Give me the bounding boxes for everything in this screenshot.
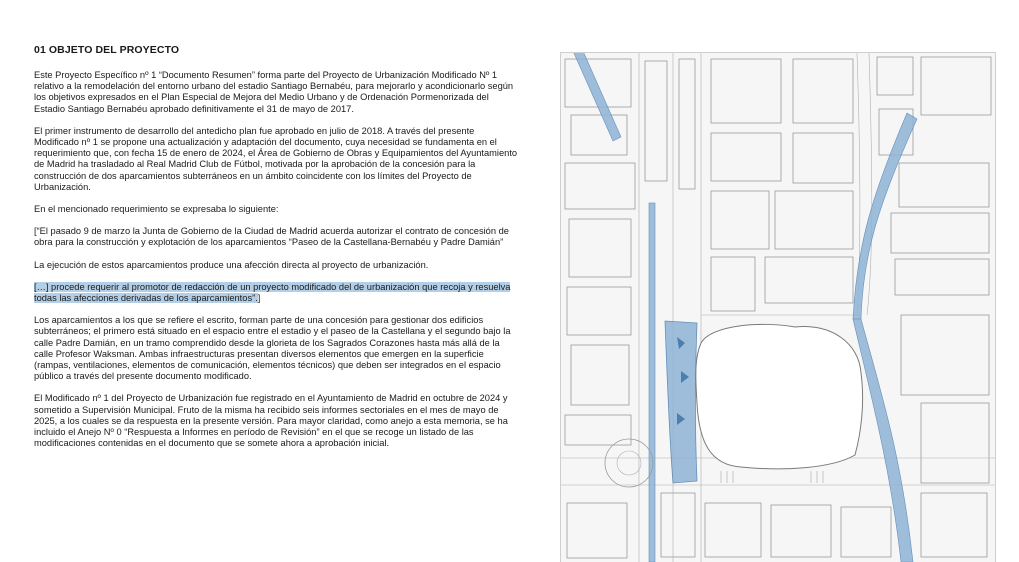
paragraph-quote-request — [34, 282, 520, 304]
stadium-footprint — [696, 324, 863, 468]
parking-corridors — [573, 53, 917, 562]
paragraph-requirement-lead: En el mencionado requerimiento se expresaba lo siguiente: — [34, 204, 279, 215]
quote-closing-bracket: ] — [257, 293, 261, 304]
text-column — [34, 44, 520, 460]
paragraph-quote-junta: [“El pasado 9 de marzo la Junta de Gobierno de la Ciudad de Madrid acuerda autorizar el contrato de concesión de obra para la construcción y explotación de los aparcamientos “Paseo de la Castellana-Bernabéu y Padre Damián” — [34, 226, 509, 248]
paragraph-quote-effect: La ejecución de estos aparcamientos produce una afección directa al proyecto de urbanización. — [34, 259, 429, 270]
paragraph-parking-description: Los aparcamientos a los que se refiere el escrito, forman parte de una concesión para gestionar dos edificios subterráneos; el primero está situado en el espacio entre el estadio y el paseo de la Castellana y el segundo bajo la calle Padre Damián, en un tramo comprendido desde la glorieta de los Sagrados Corazones hasta más allá de la calle Profesor Waksman. Ambas infraestructuras presentan diversos elementos que emergen en la superficie (rampas, ventilaciones, elementos de comunicación, elementos técnicos) que deben ser integrados en el espacio público a través del presente documento modificado. — [34, 315, 511, 382]
site-plan-drawing — [561, 53, 995, 562]
site-plan-map — [560, 52, 996, 562]
city-blocks — [565, 57, 991, 558]
paragraph-intro: Este Proyecto Específico nº 1 “Documento Resumen” forma parte del Proyecto de Urbanización Modificado Nº 1 relativo a la remodelación del entorno urbano del estadio Santiago Bernabéu, para mejorarlo y acondicionarlo según los objetivos expresados en el Plan Especial de Mejora del Medio Urbano y de Ordenación Pormenorizada del Estadio Santiago Bernabéu aprobado definitivamente el 31 de mayo de 2017. — [34, 70, 514, 114]
roundabout — [605, 439, 653, 487]
street-lines — [561, 53, 995, 562]
highlighted-text: […] procede requerir al promotor de redacción de un proyecto modificado del de urbanización que recoja y resuelva todas las afecciones derivadas de los aparcamientos”. — [34, 281, 511, 304]
section-title: 01 OBJETO DEL PROYECTO — [34, 44, 180, 56]
crosswalks — [721, 471, 823, 483]
paragraph-development: El primer instrumento de desarrollo del antedicho plan fue aprobado en julio de 2018. A través del presente Modificado nº 1 se propone una actualización y adaptación del documento, cuya necesidad se fundamenta en el requerimiento que, con fecha 15 de enero de 2024, el Área de Gobierno de Obras y Equipamientos del Ayuntamiento de Madrid ha trasladado al Real Madrid Club de Fútbol, motivada por la aprobación de la concesión para la construcción de dos aparcamientos subterráneos en un ámbito coincidente con los límites del Proyecto de Urbanización. — [34, 125, 518, 192]
paragraph-registration: El Modificado nº 1 del Proyecto de Urbanización fue registrado en el Ayuntamiento de Madrid en octubre de 2024 y sometido a Supervisión Municipal. Fruto de la misma ha recibido seis informes sectoriales en el mes de mayo de 2025, a los cuales se da respuesta en la presente versión. Para mayor claridad, como anejo a esta memoria, se ha incluido el Anejo Nº 0 “Respuesta a Informes en período de Revisión” en el que se recoge un listado de las modificaciones contenidas en el documento que se somete ahora a aprobación inicial. — [34, 393, 508, 449]
